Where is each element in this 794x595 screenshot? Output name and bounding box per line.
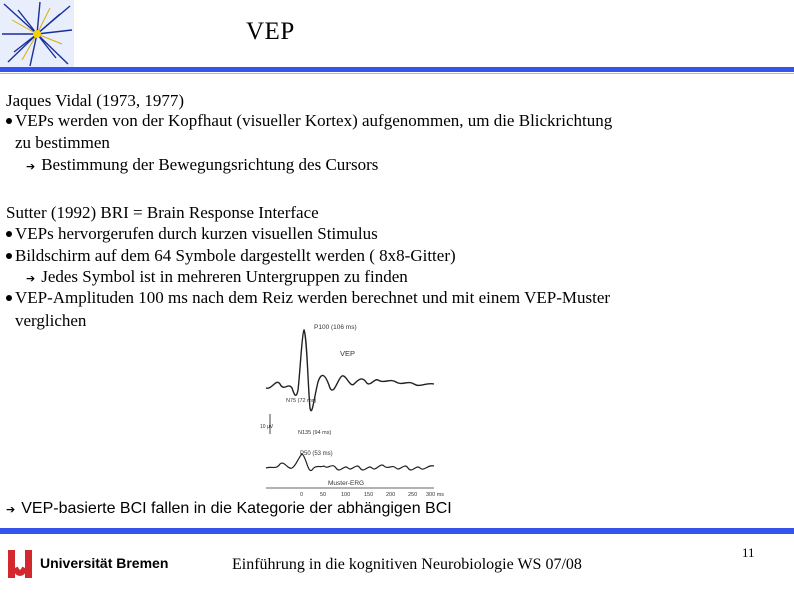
vep-label: VEP xyxy=(340,349,356,358)
erg-trace xyxy=(266,454,434,471)
neuron-image xyxy=(0,0,74,68)
university-name: Universität Bremen xyxy=(40,555,169,571)
vep-waveform-figure xyxy=(258,318,448,500)
n135-label: N135 (94 ms) xyxy=(298,430,332,436)
x-tick: 250 xyxy=(408,492,418,498)
bullet-item: VEPs werden von der Kopfhaut (visueller Kortex) aufgenommen, um die Blickrichtung xyxy=(6,111,612,131)
arrow-right-icon: ➔ xyxy=(26,160,36,173)
x-tick: 0 xyxy=(300,492,304,498)
bullet-icon xyxy=(6,253,12,259)
slide-title: VEP xyxy=(246,18,295,45)
bullet-icon xyxy=(6,295,12,301)
header-rule-thin xyxy=(0,73,794,74)
p100-label: P100 (106 ms) xyxy=(314,324,357,331)
n75-label: N75 (72 ms) xyxy=(286,398,317,404)
bullet-icon xyxy=(6,231,12,237)
text-line: verglichen xyxy=(15,311,87,330)
text-line: zu bestimmen xyxy=(15,133,110,152)
conclusion-text: VEP-basierte BCI fallen in die Kategorie der abhängigen BCI xyxy=(21,500,452,517)
bullet-item: VEPs hervorgerufen durch kurzen visuellen Stimulus xyxy=(6,224,378,244)
course-title: Einführung in die kognitiven Neurobiologie WS 07/08 xyxy=(232,556,582,573)
p50-label: P50 (53 ms) xyxy=(300,451,333,457)
x-tick: 150 xyxy=(364,492,374,498)
x-tick: 50 xyxy=(320,492,327,498)
erg-label: Muster-ERG xyxy=(328,480,365,487)
footer-rule xyxy=(0,528,794,534)
bullet-item: Bildschirm auf dem 64 Symbole dargestellt werden ( 8x8-Gitter) xyxy=(6,246,456,266)
arrow-right-icon: ➔ xyxy=(26,272,36,285)
x-tick: 100 xyxy=(341,492,351,498)
page-number: 11 xyxy=(742,545,755,560)
x-tick: 300 ms xyxy=(426,492,445,498)
text-line: Jaques Vidal (1973, 1977) xyxy=(6,91,185,110)
university-logo-icon xyxy=(6,548,34,580)
scale-label: 10 µV xyxy=(260,424,274,430)
conclusion-line xyxy=(6,500,452,518)
bullet-item: VEP-Amplituden 100 ms nach dem Reiz werden berechnet und mit einem VEP-Muster xyxy=(6,288,610,308)
arrow-right-icon: ➔ xyxy=(6,503,16,516)
arrow-item: ➔ Jedes Symbol ist in mehreren Untergruppen zu finden xyxy=(26,267,408,286)
x-tick: 200 xyxy=(386,492,396,498)
x-tick-labels xyxy=(300,492,444,498)
header-rule xyxy=(0,67,794,72)
bullet-icon xyxy=(6,118,12,124)
text-line: Sutter (1992) BRI = Brain Response Interface xyxy=(6,203,319,222)
arrow-item: ➔ Bestimmung der Bewegungsrichtung des Cursors xyxy=(26,155,379,174)
